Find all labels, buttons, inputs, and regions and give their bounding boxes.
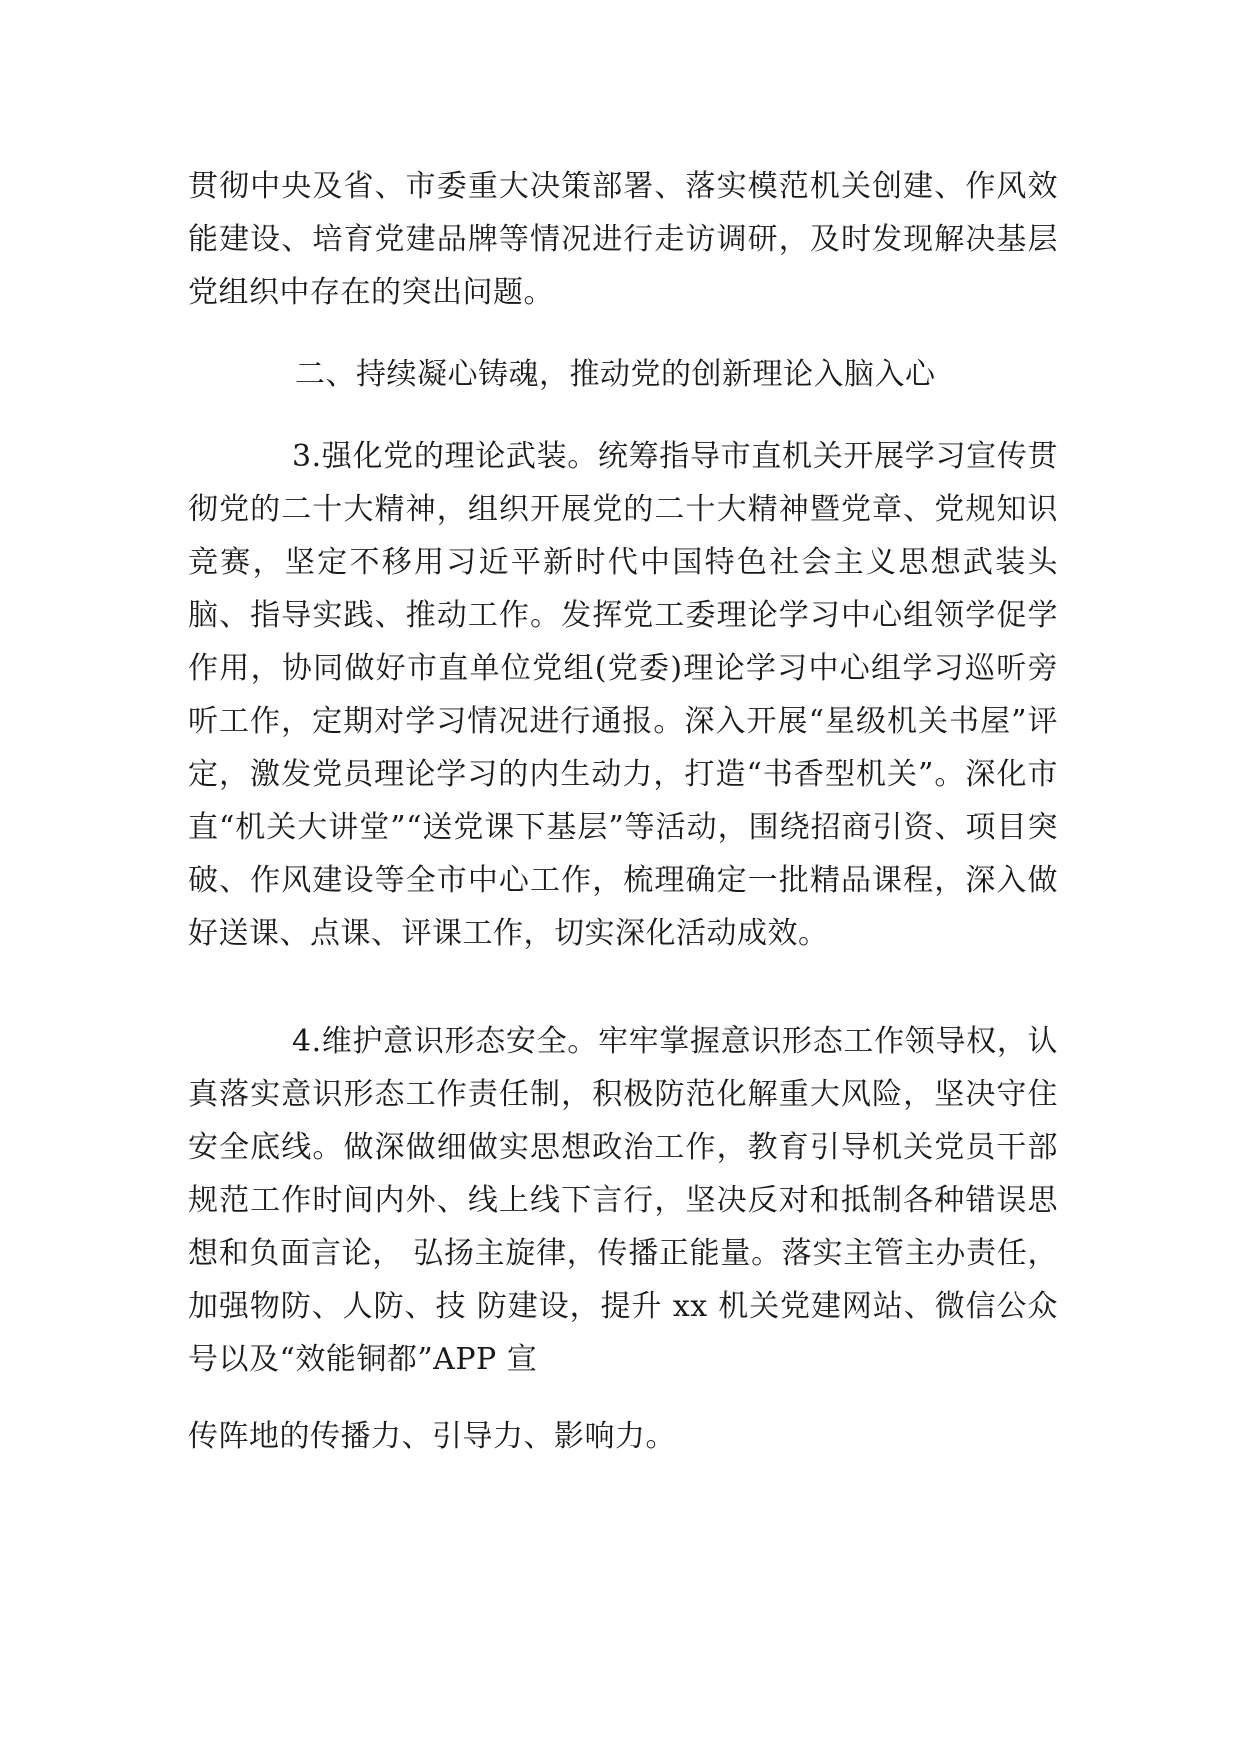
item-4-paragraph: 4.维护意识形态安全。牢牢掌握意识形态工作领导权，认真落实意识形态工作责任制，积极防范化解重大风险，坚决守住安全底线。做深做细做实思想政治工作，教育引导机关党员干部规范工作时间内外、线上线下言行，坚决反对和抵制各种错误思想和负面言论， 弘扬主旋律，传播正能量。落实主管主办责任，加强物防、人防、技 防建设，提升 xx 机关党建网站、微信公众号以及“效能铜都”APP 宣 [188, 1024, 1058, 1377]
item-4-tail-paragraph: 传阵地的传播力、引导力、影响力。 [188, 1419, 676, 1454]
section-heading: 二、持续凝心铸魂，推动党的创新理论入脑入心 [295, 357, 936, 392]
intro-paragraph: 贯彻中央及省、市委重大决策部署、落实模范机关创建、作风效能建设、培育党建品牌等情况进行走访调研，及时发现解决基层党组织中存在的突出问题。 [188, 169, 1058, 310]
item-3-paragraph: 3.强化党的理论武装。统筹指导市直机关开展学习宣传贯彻党的二十大精神，组织开展党的二十大精神暨党章、党规知识竞赛，坚定不移用习近平新时代中国特色社会主义思想武装头脑、指导实践、推动工作。发挥党工委理论学习中心组领学促学作用，协同做好市直单位党组(党委)理论学习中心组学习巡听旁听工作，定期对学习情况进行通报。深入开展“星级机关书屋”评定，激发党员理论学习的内生动力，打造“书香型机关”。深化市直“机关大讲堂”“送党课下基层”等活动，围绕招商引资、项目突破、作风建设等全市中心工作，梳理确定一批精品课程，深入做好送课、点课、评课工作，切实深化活动成效。 [188, 439, 1058, 951]
